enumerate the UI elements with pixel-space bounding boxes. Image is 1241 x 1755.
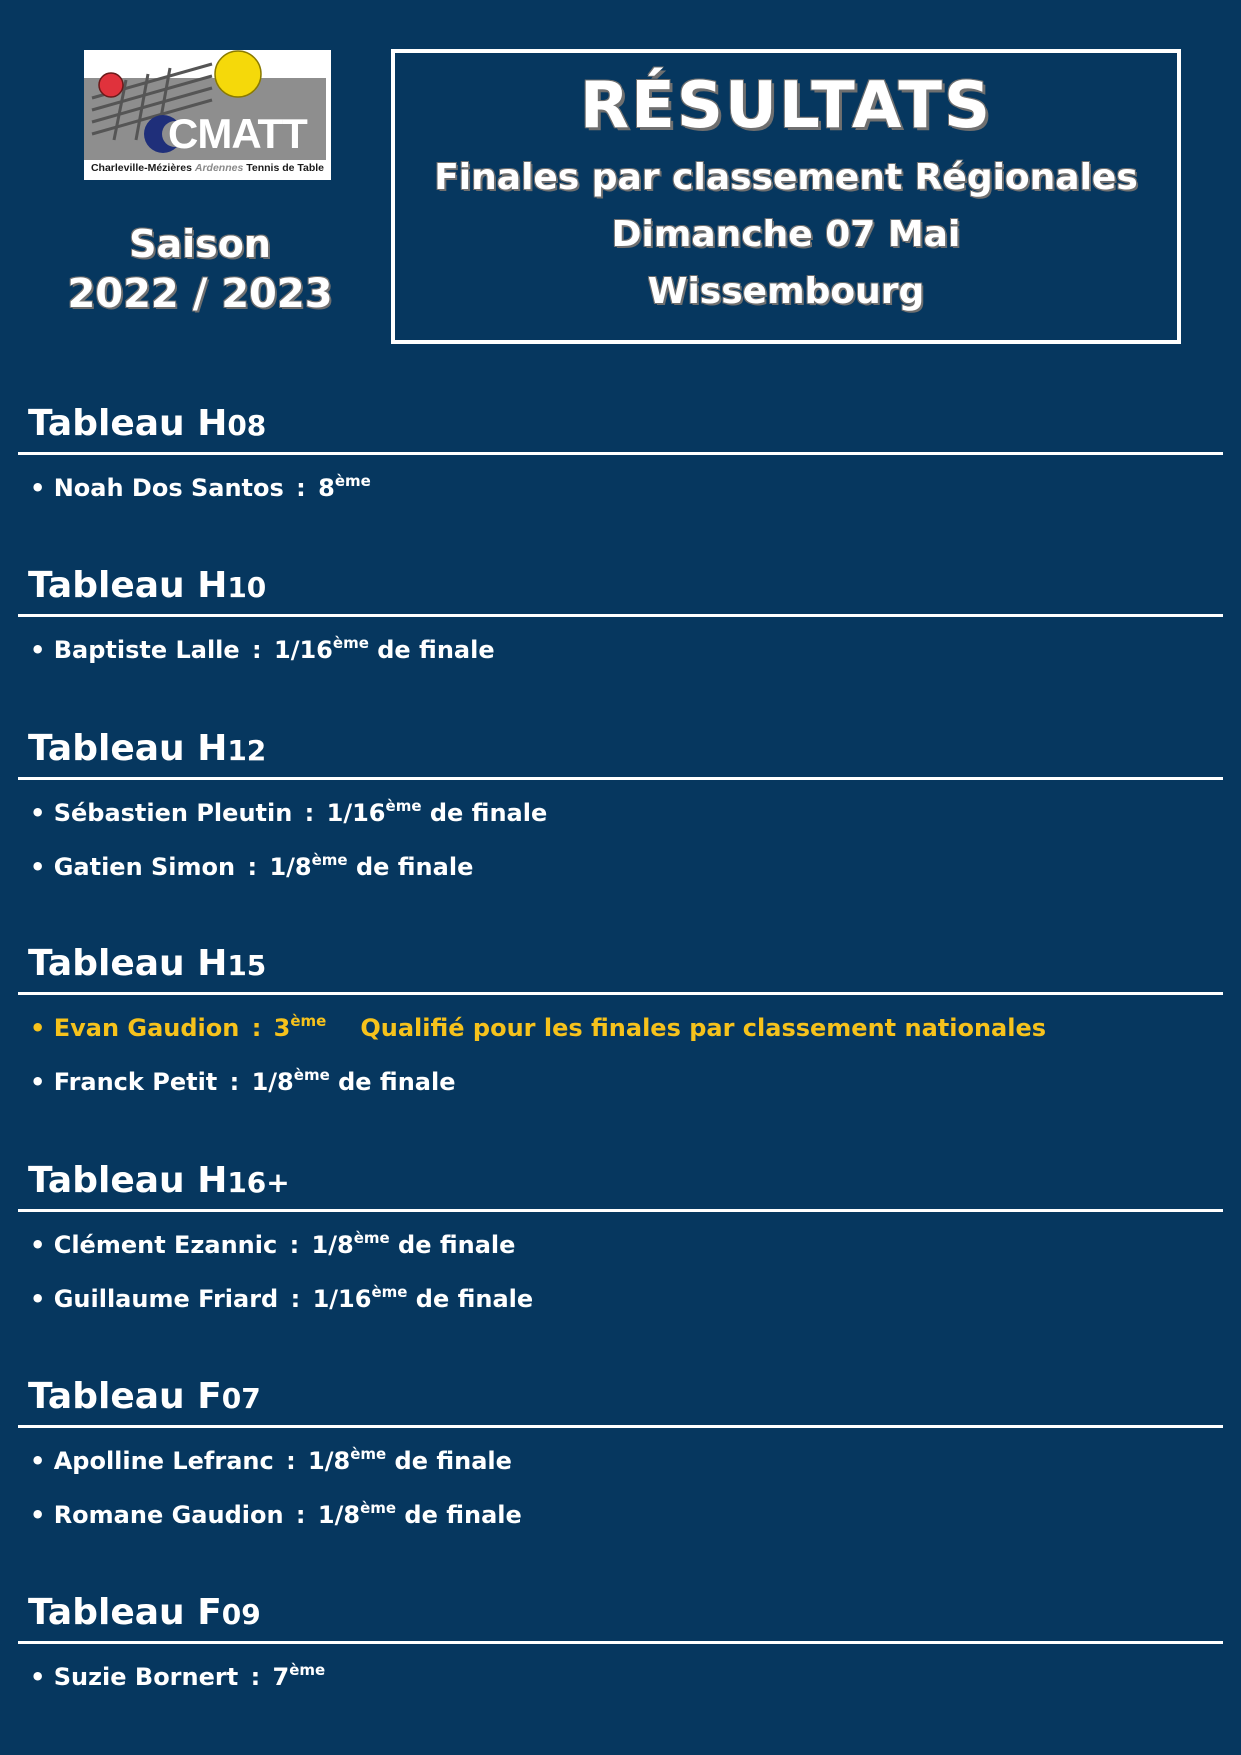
section-heading-code: 12 [227,734,267,767]
entry-result-suffix-sup: ème [332,634,369,652]
entry-result: 1/8 [311,1231,354,1259]
section-heading [18,1159,1223,1207]
entry-result-suffix-sup: ème [334,472,371,490]
result-entry [18,1650,1223,1704]
result-entry [18,1055,1223,1109]
logo-letters: CMATT [168,110,307,157]
result-entry [18,623,1223,677]
entry-result: 1/8 [317,1501,361,1529]
result-entry [18,461,1223,515]
entry-bullet: • [30,1663,46,1691]
section-tableau [18,402,1223,515]
season-years: 2022 / 2023 [67,271,333,317]
player-name: Gatien Simon [53,853,236,881]
entry-bullet: • [30,853,46,881]
entry-result: 7 [272,1663,290,1691]
player-name: Clément Ezannic [53,1231,278,1259]
entry-result: 1/16 [326,799,386,827]
section-tableau [18,727,1223,894]
result-entry [18,786,1223,840]
section-divider [18,614,1223,617]
entry-result: 1/8 [269,853,312,881]
entry-bullet: • [30,1014,46,1042]
section-heading [18,564,1223,612]
entry-suffix: de finale [404,1501,522,1529]
entry-bullet: • [30,799,46,827]
entry-bullet: • [30,474,46,502]
section-divider [18,1641,1223,1644]
player-name: Romane Gaudion [53,1501,284,1529]
section-heading [18,942,1223,990]
entry-separator: : [247,853,258,881]
result-entry [18,1001,1223,1055]
entry-result: 1/8 [251,1068,294,1096]
section-heading-code: 08 [227,409,267,442]
entry-suffix: de finale [355,853,474,881]
result-entry [18,840,1223,894]
entry-separator: : [286,1447,296,1475]
entry-suffix: de finale [429,799,548,827]
entry-separator: : [304,799,315,827]
entry-result-suffix-sup: ème [290,1012,327,1030]
yellow-ball-icon [215,51,261,97]
entry-suffix: de finale [415,1285,534,1313]
title-box [391,49,1181,344]
page-title: RÉSULTATS [579,69,993,143]
entry-separator: : [289,1231,300,1259]
section-divider [18,1425,1223,1428]
section-heading-label: Tableau H [28,403,228,444]
player-name: Franck Petit [53,1068,218,1096]
result-entry [18,1272,1223,1326]
entry-separator: : [290,1285,301,1313]
entry-bullet: • [30,1068,46,1096]
section-heading-code: 07 [221,1382,261,1415]
player-name: Baptiste Lalle [53,636,240,664]
red-ball-icon [99,73,123,97]
section-heading-label: Tableau H [28,565,228,606]
section-tableau [18,1591,1223,1704]
entry-suffix: de finale [398,1231,516,1259]
section-heading-label: Tableau H [28,728,228,769]
section-heading-code: 16+ [227,1166,290,1199]
section-tableau [18,564,1223,677]
player-name: Guillaume Friard [53,1285,279,1313]
entry-result-suffix-sup: ème [371,1283,408,1301]
entry-result-suffix-sup: ème [289,1661,326,1679]
season-label: Saison [129,222,271,266]
section-heading [18,402,1223,450]
result-entry [18,1488,1223,1542]
entry-bullet: • [30,636,46,664]
club-logo [84,50,331,180]
section-heading [18,1591,1223,1639]
section-tableau [18,1375,1223,1542]
entry-separator: : [250,1663,261,1691]
logo-tagline: Charleville-Mézières Ardennes Tennis de Table [90,162,325,174]
entry-bullet: • [30,1447,46,1475]
section-heading-label: Tableau F [28,1592,222,1633]
qualification-note: Qualifié pour les finales par classement nationales [360,1014,1047,1042]
entry-result-suffix-sup: ème [353,1229,390,1247]
entry-suffix: de finale [394,1447,512,1475]
entry-result-suffix-sup: ème [311,851,348,869]
player-name: Suzie Bornert [53,1663,239,1691]
entry-result: 1/8 [308,1447,351,1475]
player-name: Noah Dos Santos [53,474,284,502]
section-heading-code: 09 [221,1598,261,1631]
section-divider [18,777,1223,780]
section-tableau [18,942,1223,1109]
section-heading-code: 15 [227,949,267,982]
section-divider [18,992,1223,995]
event-location: Wissembourg [647,271,925,312]
entry-bullet: • [30,1231,46,1259]
entry-suffix: de finale [377,636,495,664]
section-divider [18,1209,1223,1212]
result-entry [18,1218,1223,1272]
player-name: Evan Gaudion [53,1014,240,1042]
section-divider [18,452,1223,455]
entry-result-suffix-sup: ème [293,1066,330,1084]
entry-separator: : [251,1014,262,1042]
section-heading [18,1375,1223,1423]
entry-separator: : [229,1068,240,1096]
section-heading-label: Tableau H [28,943,228,984]
entry-bullet: • [30,1501,46,1529]
player-name: Sébastien Pleutin [53,799,293,827]
entry-suffix: de finale [338,1068,456,1096]
entry-result-suffix-sup: ème [350,1445,387,1463]
section-heading-code: 10 [227,571,267,604]
season-block [60,220,340,320]
section-heading-label: Tableau F [28,1376,222,1417]
result-entry [18,1434,1223,1488]
entry-result: 1/16 [312,1285,372,1313]
section-heading [18,727,1223,775]
entry-result-suffix-sup: ème [385,797,422,815]
entry-result-suffix-sup: ème [360,1499,397,1517]
entry-separator: : [296,474,306,502]
entry-separator: : [295,1501,306,1529]
entry-bullet: • [30,1285,46,1313]
section-heading-label: Tableau H [28,1160,228,1201]
entry-result: 1/16 [274,636,333,664]
entry-result: 3 [273,1014,291,1042]
player-name: Apolline Lefranc [53,1447,274,1475]
section-tableau [18,1159,1223,1326]
entry-separator: : [252,636,262,664]
event-name: Finales par classement Régionales [434,157,1138,198]
entry-result: 8 [318,474,335,502]
event-date: Dimanche 07 Mai [611,214,961,255]
